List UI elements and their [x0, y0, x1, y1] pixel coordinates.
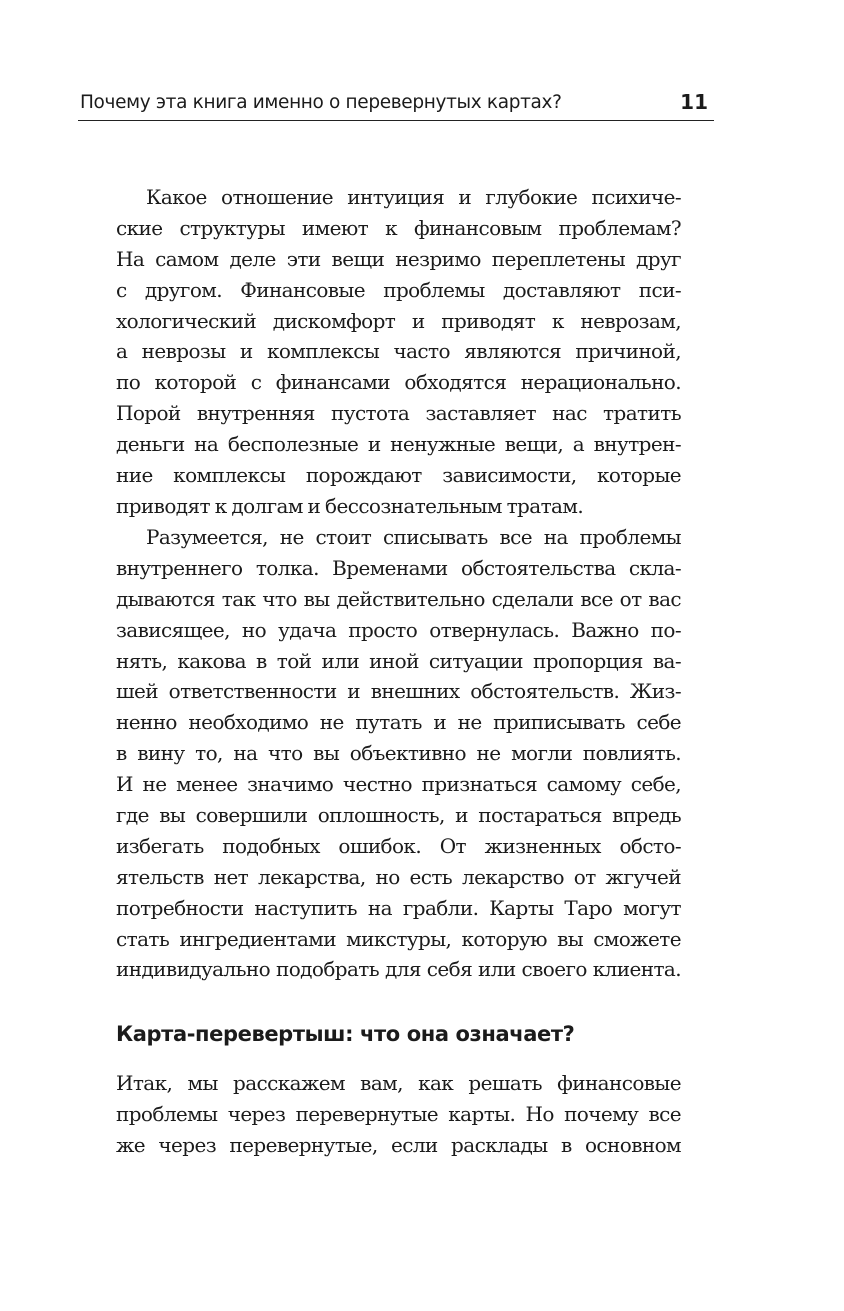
text-line: деньги на бесполезные и ненужные вещи, а внутрен-	[116, 432, 681, 457]
page-number: 11	[680, 90, 708, 114]
text-line: На самом деле эти вещи незримо переплетены друг	[116, 246, 681, 271]
text-line: потребности наступить на грабли. Карты Таро могут	[116, 895, 681, 920]
paragraph-reversed-cards	[116, 1068, 681, 1161]
text-line: внутреннего толка. Временами обстоятельства скла-	[116, 555, 681, 580]
text-line: индивидуально подобрать для себя или своего клиента.	[116, 957, 681, 982]
text-line: Итак, мы расскажем вам, как решать финансовые	[116, 1071, 681, 1095]
paragraph-intuition	[116, 182, 681, 522]
text-line: Какое отношение интуиция и глубокие психиче-	[146, 185, 681, 209]
paragraph-circumstances	[116, 522, 681, 985]
text-line: а неврозы и комплексы часто являются причиной,	[116, 339, 681, 364]
text-line: И не менее значимо честно признаться самому себе,	[116, 772, 681, 797]
text-line: стать ингредиентами микстуры, которую вы сможете	[116, 926, 681, 951]
text-line: зависящее, но удача просто отвернулась. Важно по-	[116, 617, 681, 642]
text-line: ненно необходимо не путать и не приписывать себе	[116, 710, 681, 735]
text-line: хологический дискомфорт и приводят к неврозам,	[116, 308, 681, 333]
text-line: Порой внутренняя пустота заставляет нас тратить	[116, 401, 681, 426]
section-heading: Карта-перевертыш: что она означает?	[116, 1022, 575, 1046]
running-header	[78, 84, 714, 121]
text-line: ские структуры имеют к финансовым проблемам?	[116, 215, 681, 240]
text-line: Разумеется, не стоит списывать все на проблемы	[146, 525, 681, 549]
text-line: ние комплексы порождают зависимости, которые	[116, 463, 681, 488]
text-line: дываются так что вы действительно сделали все от вас	[116, 586, 681, 611]
running-title: Почему эта книга именно о перевернутых картах?	[80, 92, 562, 113]
text-line: по которой с финансами обходятся нерационально.	[116, 370, 681, 395]
text-line: нять, какова в той или иной ситуации пропорция ва-	[116, 648, 681, 673]
text-line: избегать подобных ошибок. От жизненных обсто-	[116, 833, 681, 858]
text-line: где вы совершили оплошность, и постараться впредь	[116, 803, 681, 828]
text-line: же через перевернутые, если расклады в основном	[116, 1132, 681, 1157]
text-line: ятельств нет лекарства, но есть лекарство от жгучей	[116, 864, 681, 889]
text-line: приводят к долгам и бессознательным тратам.	[116, 493, 584, 518]
text-line: с другом. Финансовые проблемы доставляют пси-	[116, 277, 681, 302]
text-line: в вину то, на что вы объективно не могли повлиять.	[116, 741, 681, 766]
text-line: проблемы через перевернутые карты. Но почему все	[116, 1101, 681, 1126]
text-line: шей ответственности и внешних обстоятельств. Жиз-	[116, 679, 681, 704]
